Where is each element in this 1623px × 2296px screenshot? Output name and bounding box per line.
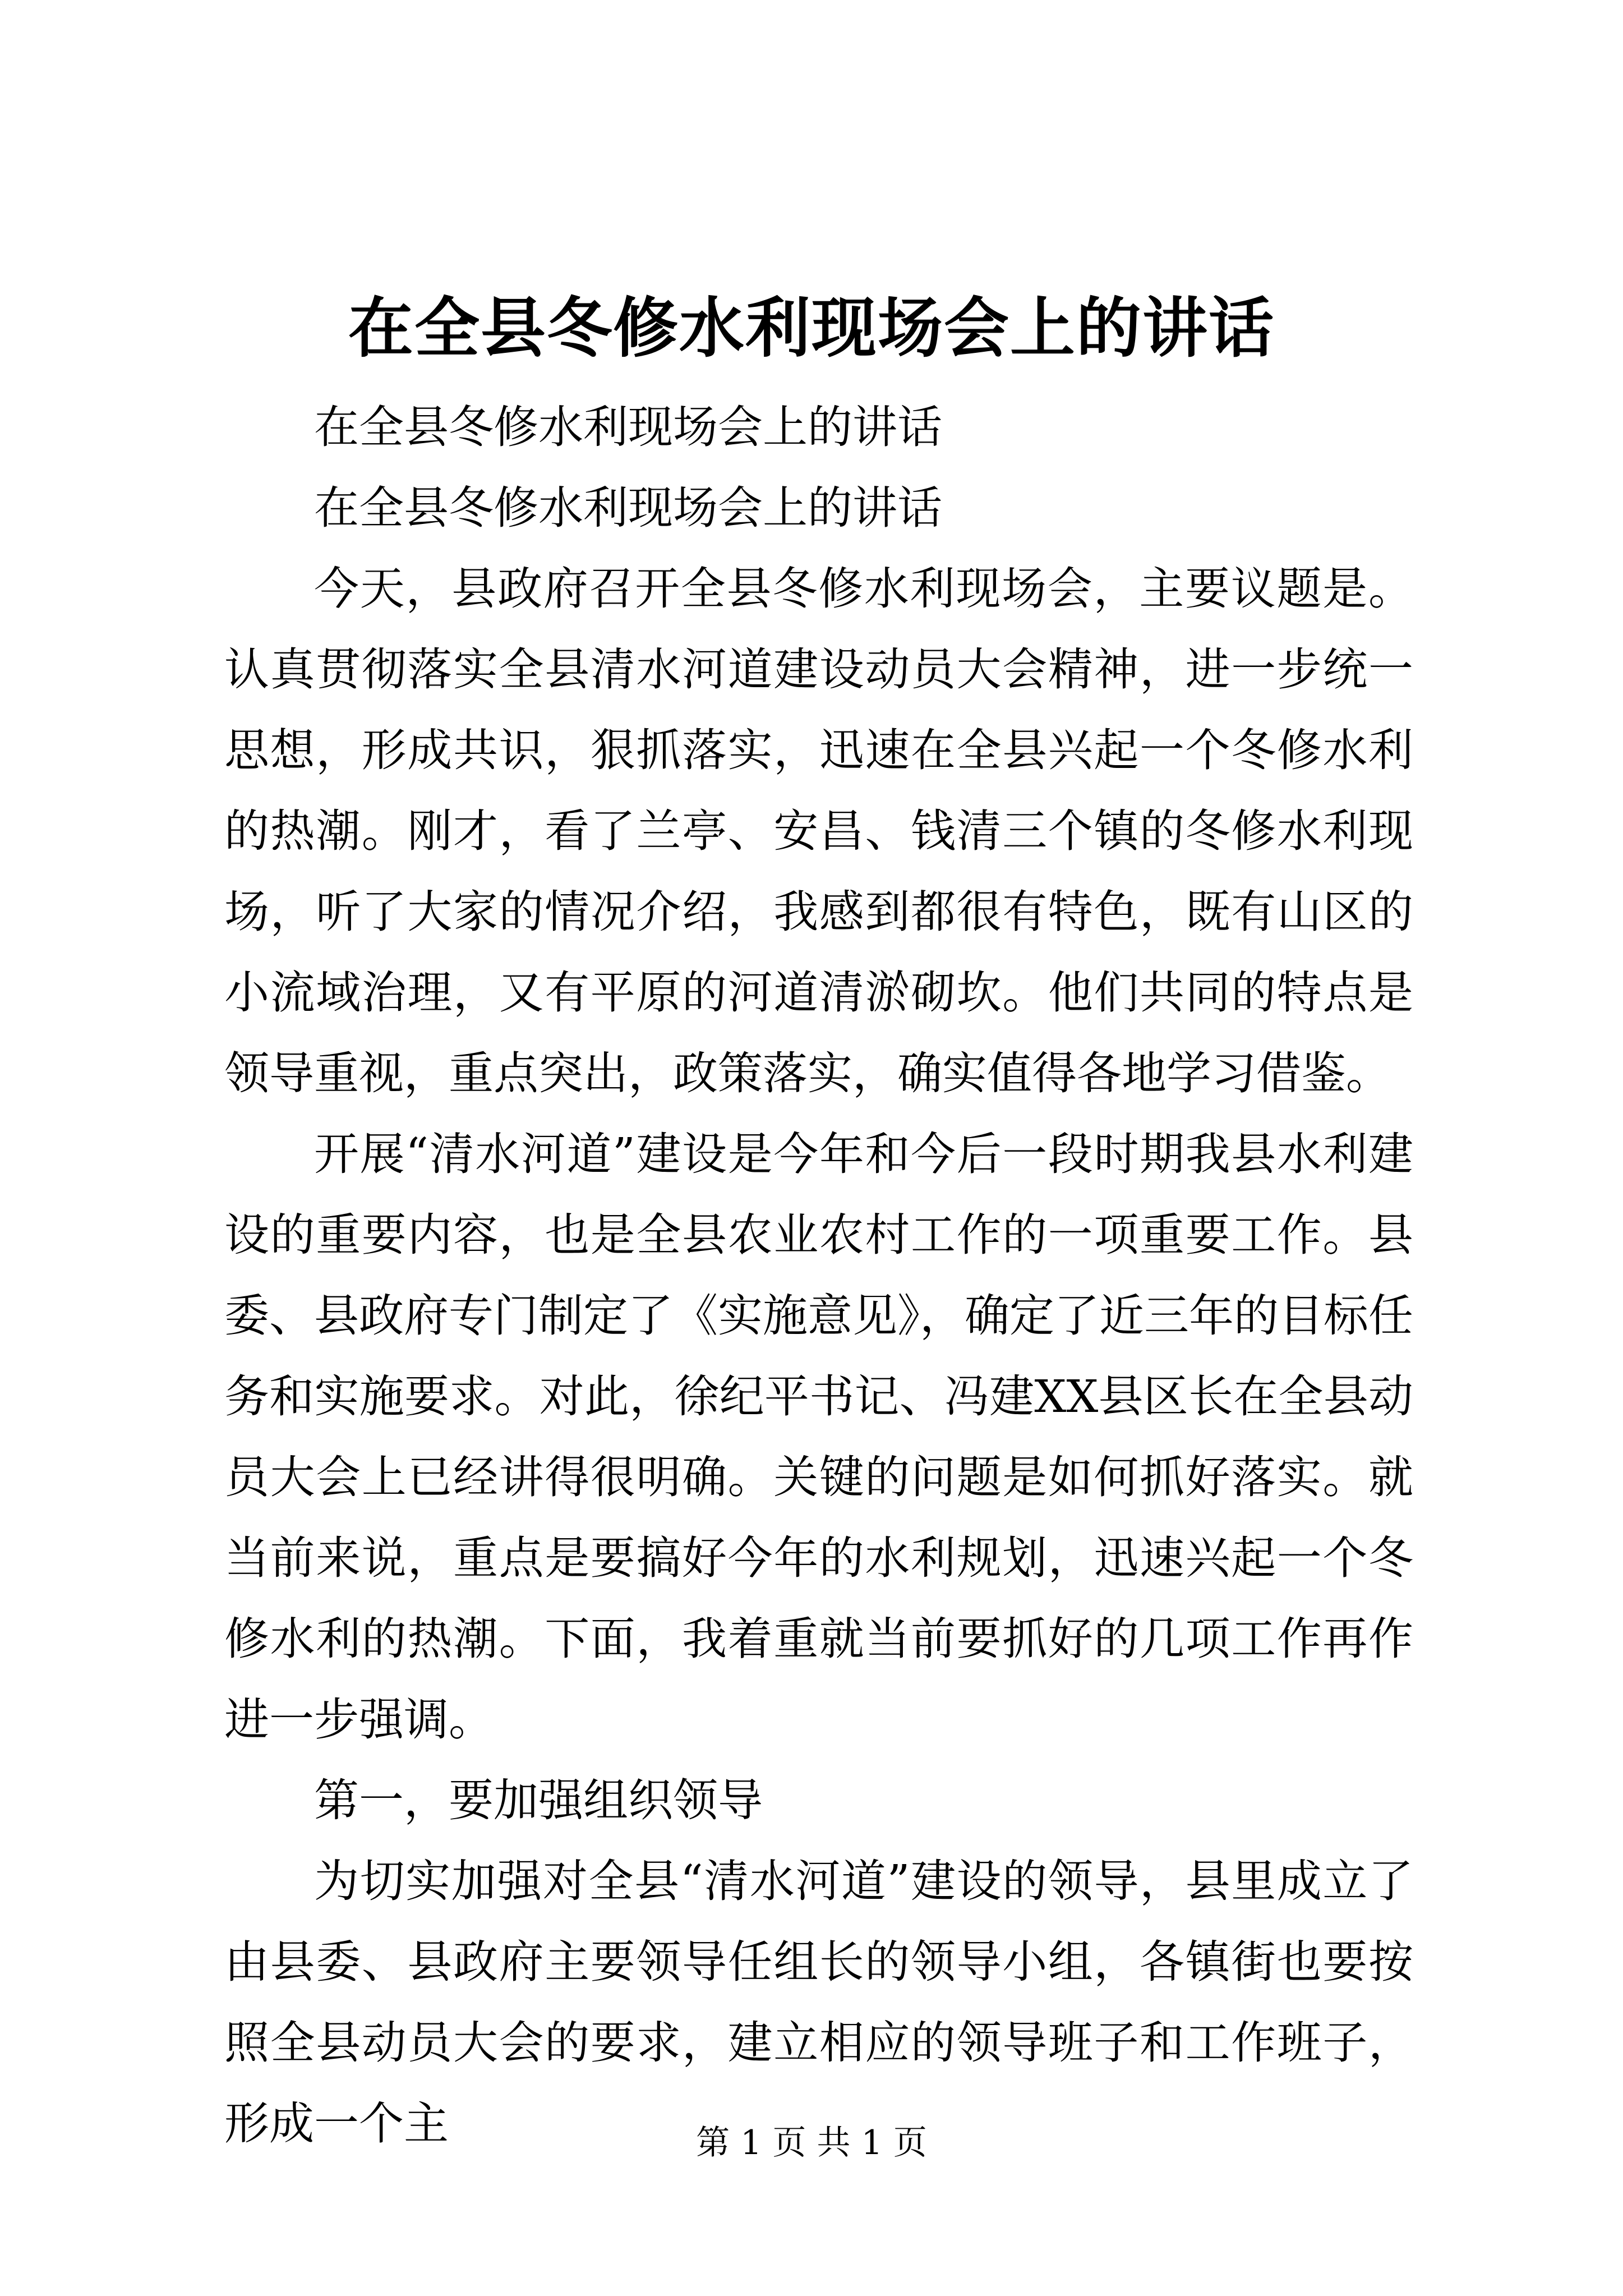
- paragraph-subtitle-2: 在全县冬修水利现场会上的讲话: [314, 482, 942, 534]
- paragraph-subtitle-1: 在全县冬修水利现场会上的讲话: [314, 401, 942, 453]
- paragraph-section-1-body: 为切实加强对全县“清水河道”建设的领导，县里成立了由县委、县政府主要领导任组长的领导小组，各镇街也要按照全县动员大会的要求，建立相应的领导班子和工作班子，形成一个主: [224, 1855, 1413, 2150]
- paragraph-section-heading-1: 第一，要加强组织领导: [314, 1774, 763, 1826]
- document-body: [224, 387, 1413, 2164]
- page-footer: 第 1 页 共 1 页: [696, 2123, 927, 2162]
- paragraph-background: 开展“清水河道”建设是今年和今后一段时期我县水利建设的重要内容，也是全县农业农村工作的一项重要工作。县委、县政府专门制定了《实施意见》，确定了近三年的目标任务和实施要求。对此，徐纪平书记、冯建XX县区长在全县动员大会上已经讲得很明确。关键的问题是如何抓好落实。就当前来说，重点是要搞好今年的水利规划，迅速兴起一个冬修水利的热潮。下面，我着重就当前要抓好的几项工作再作进一步强调。: [224, 1128, 1413, 1746]
- paragraph-introduction: 今天，县政府召开全县冬修水利现场会，主要议题是。认真贯彻落实全县清水河道建设动员大会精神，进一步统一思想，形成共识，狠抓落实，迅速在全县兴起一个冬修水利的热潮。刚才，看了兰亭、安昌、钱清三个镇的冬修水利现场，听了大家的情况介绍，我感到都很有特色，既有山区的小流域治理，又有平原的河道清淤砌坎。他们共同的特点是领导重视，重点突出，政策落实，确实值得各地学习借鉴。: [224, 563, 1413, 1099]
- document-title: 在全县冬修水利现场会上的讲话: [348, 290, 1275, 366]
